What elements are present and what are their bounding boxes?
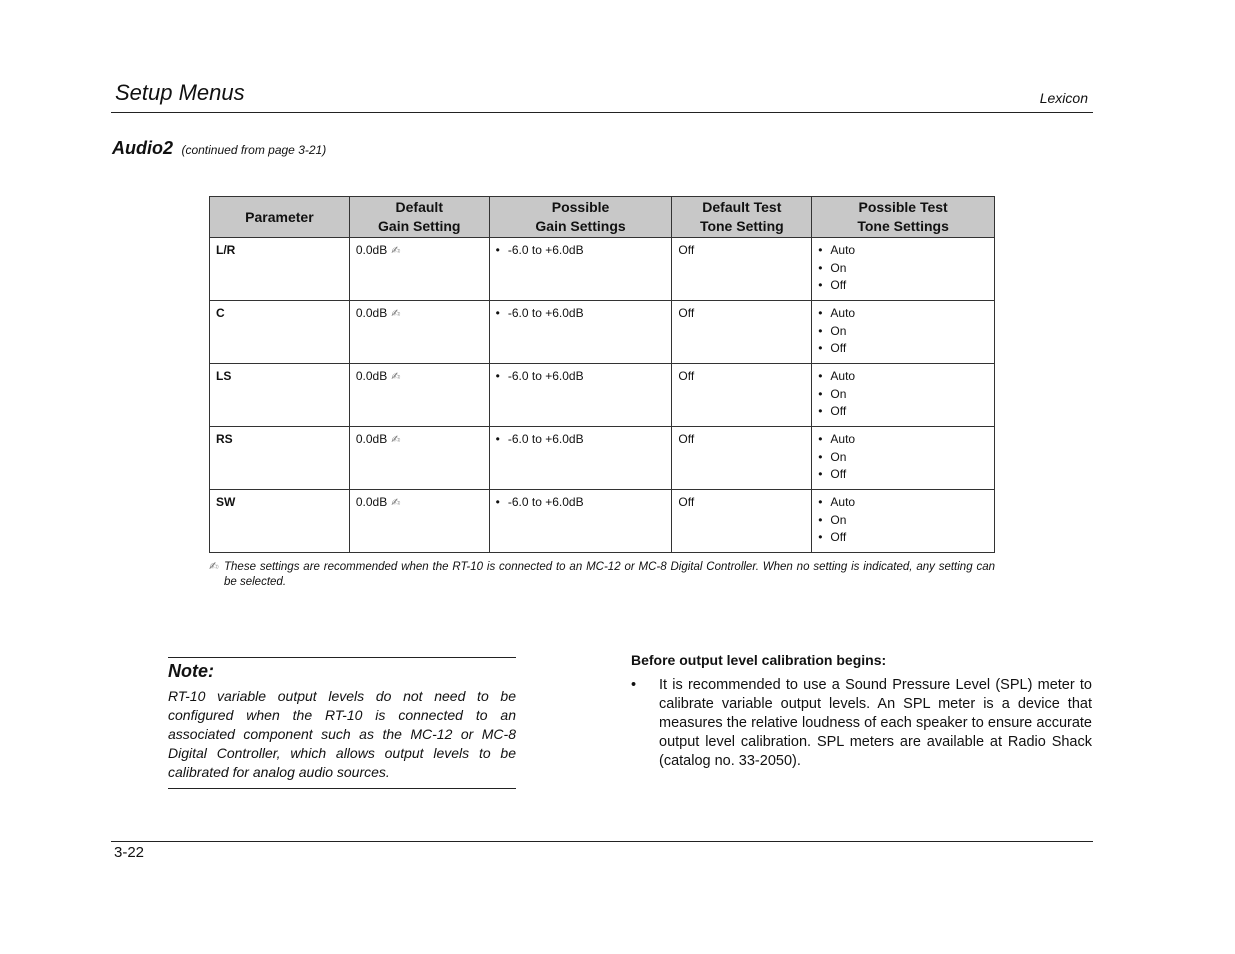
table-row: [210, 490, 995, 553]
table-row: [210, 301, 995, 364]
column-header-label: Possible Gain Settings: [535, 199, 626, 234]
table-footnote: [209, 560, 995, 590]
possible-gain-cell: [489, 301, 672, 364]
brand-name: Lexicon: [1039, 90, 1088, 106]
default-tone-cell: Off: [672, 301, 812, 364]
before-calibration-text: It is recommended to use a Sound Pressure Level (SPL) meter to calibrate variable output levels. An SPL meter is a device that measures the relative loudness of each speaker to ensure accurate output level calibration. SPL meters are available at Radio Shack (catalog no. 33-2050).: [659, 677, 1092, 769]
table-row: [210, 427, 995, 490]
default-tone-cell: Off: [672, 427, 812, 490]
list-item: • Off: [818, 340, 988, 358]
default-gain-cell: [349, 238, 489, 301]
list-item: • On: [818, 260, 988, 278]
note-box: [168, 657, 516, 789]
list-item: • Auto: [818, 368, 988, 386]
thumbs-up-icon: ✍: [391, 245, 401, 257]
tone-options-cell: [812, 238, 995, 301]
list-item: • On: [818, 386, 988, 404]
default-gain-cell: [349, 301, 489, 364]
tone-options-cell: [812, 490, 995, 553]
possible-gain-cell: [489, 238, 672, 301]
parameter-cell: L/R: [210, 238, 350, 301]
list-item: • -6.0 to +6.0dB: [496, 242, 666, 260]
default-gain-cell: [349, 490, 489, 553]
tone-options-cell: [812, 364, 995, 427]
thumbs-up-icon: ✍: [391, 497, 401, 509]
possible-gain-cell: [489, 427, 672, 490]
header-divider: [111, 112, 1093, 113]
list-item: • Auto: [818, 494, 988, 512]
column-header-label: Default Test Tone Setting: [699, 199, 784, 234]
default-gain-cell: [349, 427, 489, 490]
default-tone-cell: Off: [672, 364, 812, 427]
note-title: Note:: [168, 661, 214, 681]
note-text: RT-10 variable output levels do not need to be configured when the RT-10 is connected to an associated component such as the MC-12 or MC-8 Digital Controller, which allows output levels to be calibrated for analog audio sources.: [168, 688, 516, 780]
footer-divider: [111, 841, 1093, 842]
list-item: • Off: [818, 403, 988, 421]
possible-gain-cell: [489, 364, 672, 427]
before-calibration-section: [631, 651, 1092, 771]
column-header-label: Default Gain Setting: [378, 199, 461, 234]
list-item: • -6.0 to +6.0dB: [496, 368, 666, 386]
page-title: Setup Menus: [115, 80, 245, 105]
list-item: • Off: [818, 529, 988, 547]
column-header-label: Parameter: [245, 208, 314, 225]
list-item: • -6.0 to +6.0dB: [496, 494, 666, 512]
column-header-label: Possible Test Tone Settings: [857, 199, 949, 234]
parameter-cell: C: [210, 301, 350, 364]
bullet-icon: •: [631, 677, 637, 693]
thumbs-up-icon: ✍: [391, 371, 401, 383]
list-item: • Auto: [818, 305, 988, 323]
default-gain-value: 0.0dB: [355, 369, 388, 383]
default-gain-value: 0.0dB: [355, 432, 388, 446]
list-item: • On: [818, 323, 988, 341]
list-item: • Auto: [818, 431, 988, 449]
list-item: [631, 676, 1092, 771]
thumbs-up-icon: ✍: [209, 561, 219, 573]
section-continued-note: (continued from page 3-21): [181, 143, 327, 157]
parameter-cell: RS: [210, 427, 350, 490]
list-item: • Auto: [818, 242, 988, 260]
default-gain-value: 0.0dB: [355, 495, 388, 509]
tone-options-cell: [812, 301, 995, 364]
list-item: • -6.0 to +6.0dB: [496, 431, 666, 449]
audio2-settings-table: [209, 196, 995, 553]
footnote-text: These settings are recommended when the RT-10 is connected to an MC-12 or MC-8 Digital Controller. When no setting is indicated, any setting can be selected.: [224, 561, 995, 588]
section-heading: [112, 138, 326, 159]
list-item: • -6.0 to +6.0dB: [496, 305, 666, 323]
list-item: • On: [818, 449, 988, 467]
default-tone-cell: Off: [672, 490, 812, 553]
column-header: [672, 197, 812, 238]
default-gain-value: 0.0dB: [355, 243, 388, 257]
list-item: • Off: [818, 277, 988, 295]
table-header-row: [210, 197, 995, 238]
table-row: [210, 364, 995, 427]
default-gain-value: 0.0dB: [355, 306, 388, 320]
default-gain-cell: [349, 364, 489, 427]
page-number: 3-22: [114, 844, 145, 861]
column-header: [489, 197, 672, 238]
possible-gain-cell: [489, 490, 672, 553]
column-header: [349, 197, 489, 238]
list-item: • Off: [818, 466, 988, 484]
parameter-cell: LS: [210, 364, 350, 427]
section-heading-title: Audio2: [112, 138, 173, 158]
thumbs-up-icon: ✍: [391, 434, 401, 446]
column-header: [812, 197, 995, 238]
default-tone-cell: Off: [672, 238, 812, 301]
column-header: [210, 197, 350, 238]
list-item: • On: [818, 512, 988, 530]
thumbs-up-icon: ✍: [391, 308, 401, 320]
before-calibration-title: Before output level calibration begins:: [631, 652, 887, 668]
tone-options-cell: [812, 427, 995, 490]
table-row: [210, 238, 995, 301]
parameter-cell: SW: [210, 490, 350, 553]
